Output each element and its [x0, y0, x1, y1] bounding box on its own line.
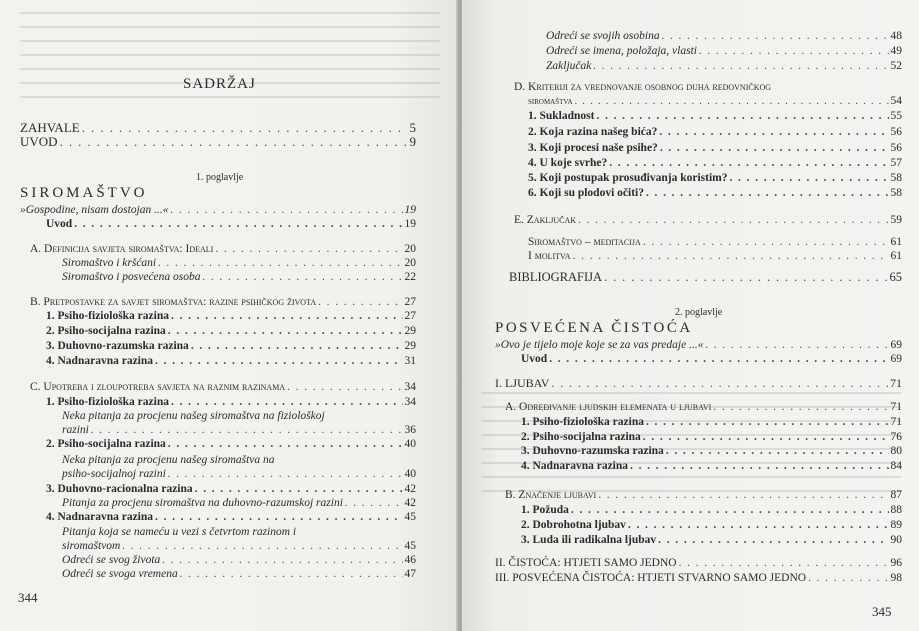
toc-entry: siromaštvom . . . 45 [62, 539, 416, 553]
toc-entry: B. Značenje ljubavi . . . 87 [505, 488, 902, 502]
toc-entry: Zaključak . . . 52 [546, 59, 902, 73]
toc-entry: A. Određivanje ljudskih elemenata u ljubavi . . . 71 [505, 400, 902, 414]
toc-entry: psiho-socijalnoj razini . . . 40 [62, 467, 416, 481]
toc-entry: Odreći se svog života . . . 46 [62, 553, 416, 567]
toc-entry: 2. Psiho-socijalna razina . . . 40 [46, 437, 416, 451]
toc-entry: Odreći se imena, položaja, vlasti . . . 49 [546, 44, 902, 58]
toc-entry: 3. Luda ili radikalna ljubav . . . 90 [521, 533, 902, 547]
toc-entry: 4. Nadnaravna razina . . . 45 [46, 510, 416, 524]
toc-entry: 2. Psiho-socijalna razina . . . 76 [521, 430, 902, 444]
right-page [462, 0, 919, 631]
toc-entry: Uvod . . . 19 [46, 217, 416, 231]
toc-entry: 6. Koji su plodovi očiti? . . . 58 [528, 186, 902, 200]
toc-entry: 2. Psiho-socijalna razina . . . 29 [46, 324, 416, 338]
toc-entry: I. LJUBAV . . . 71 [495, 376, 902, 390]
toc-entry: 1. Psiho-fiziološka razina . . . 34 [46, 395, 416, 409]
toc-entry: Siromaštvo i kršćani . . . 20 [62, 256, 416, 270]
toc-entry: UVOD . . . 9 [20, 135, 416, 149]
toc-entry: III. POSVEĆENA ČISTOĆA: HTJETI STVARNO SAMO JEDNO . . . 98 [495, 571, 902, 585]
toc-entry: B. Pretpostavke za savjet siromaštva: razine psihičkog života . . . 27 [30, 295, 416, 309]
toc-entry: BIBLIOGRAFIJA . . . 65 [509, 270, 902, 284]
toc-entry: 3. Koji procesi naše psihe? . . . 56 [528, 141, 902, 155]
toc-entry: siromaštva . . . 54 [528, 94, 902, 109]
toc-entry: 4. U koje svrhe? . . . 57 [528, 156, 902, 170]
toc-entry-wrap: D. Kriteriji za vrednovanje osobnog duha redovničkog [514, 81, 772, 93]
toc-entry: »Ovo je tijelo moje koje se za vas predaje ...« . . . 69 [495, 338, 902, 352]
toc-entry: 1. Sukladnost . . . 55 [528, 109, 902, 123]
chapter-label: 1. poglavlje [196, 172, 244, 183]
toc-title: SADRŽAJ [183, 76, 256, 92]
toc-entry: C. Upotreba i zloupotreba savjeta na raznim razinama . . . 34 [30, 380, 416, 394]
toc-entry: 2. Dobrohotna ljubav . . . 89 [521, 518, 902, 532]
toc-entry: Siromaštvo i posvećena osoba . . . 22 [62, 270, 416, 284]
page-number: 345 [872, 604, 892, 619]
toc-entry: 2. Koja razina našeg bića? . . . 56 [528, 125, 902, 139]
toc-entry: »Gospodine, nisam dostojan ...« . . . 19 [20, 203, 416, 217]
left-page [0, 0, 458, 631]
toc-entry: 5. Koji postupak prosuđivanja koristim? . . . 58 [528, 171, 902, 185]
toc-entry: Odreći se svoga vremena . . . 47 [62, 567, 416, 581]
bleed-through-text [0, 0, 458, 110]
toc-entry: E. Zaključak . . . 59 [514, 213, 902, 227]
chapter-title: SIROMAŠTVO [20, 185, 148, 201]
toc-entry-wrap: Neka pitanja za procjenu našeg siromaštva na fiziološkoj [62, 410, 325, 422]
chapter-title: POSVEĆENA ČISTOĆA [495, 320, 693, 336]
toc-entry: Odreći se svojih osobina . . . 48 [546, 29, 902, 43]
toc-entry: 4. Nadnaravna razina . . . 31 [46, 354, 416, 368]
toc-entry: ZAHVALE . . . 5 [20, 121, 416, 135]
chapter-label: 2. poglavlje [675, 307, 723, 318]
toc-entry: Pitanja za procjenu siromaštva na duhovno-razumskoj razini . . . 42 [62, 496, 416, 510]
toc-entry: 1. Psiho-fiziološka razina . . . 71 [521, 415, 902, 429]
toc-entry: I molitva . . . 61 [528, 249, 902, 263]
toc-entry-wrap: Pitanja koja se nameću u vezi s četvrtom razinom i [62, 526, 297, 538]
toc-entry-wrap: Neka pitanja za procjenu našeg siromaštva na [62, 454, 275, 466]
toc-entry: razini . . . 36 [62, 423, 416, 437]
toc-entry: 3. Duhovno-razumska razina . . . 29 [46, 339, 416, 353]
toc-entry: A. Definicija savjeta siromaštva: Ideali . . . 20 [30, 242, 416, 256]
toc-entry: 1. Požuda . . . 88 [521, 503, 902, 517]
toc-entry: Uvod . . . 69 [521, 352, 902, 366]
toc-entry: 1. Psiho-fiziološka razina . . . 27 [46, 309, 416, 323]
toc-entry: Siromaštvo – meditacija . . . 61 [528, 235, 902, 249]
toc-entry: 3. Duhovno-racionalna razina . . . 42 [46, 482, 416, 496]
toc-entry: II. ČISTOĆA: HTJETI SAMO JEDNO . . . 96 [495, 556, 902, 570]
toc-entry: 3. Duhovno-razumska razina . . . 80 [521, 444, 902, 458]
page-number: 344 [18, 590, 38, 605]
toc-entry: 4. Nadnaravna razina . . . 84 [521, 459, 902, 473]
